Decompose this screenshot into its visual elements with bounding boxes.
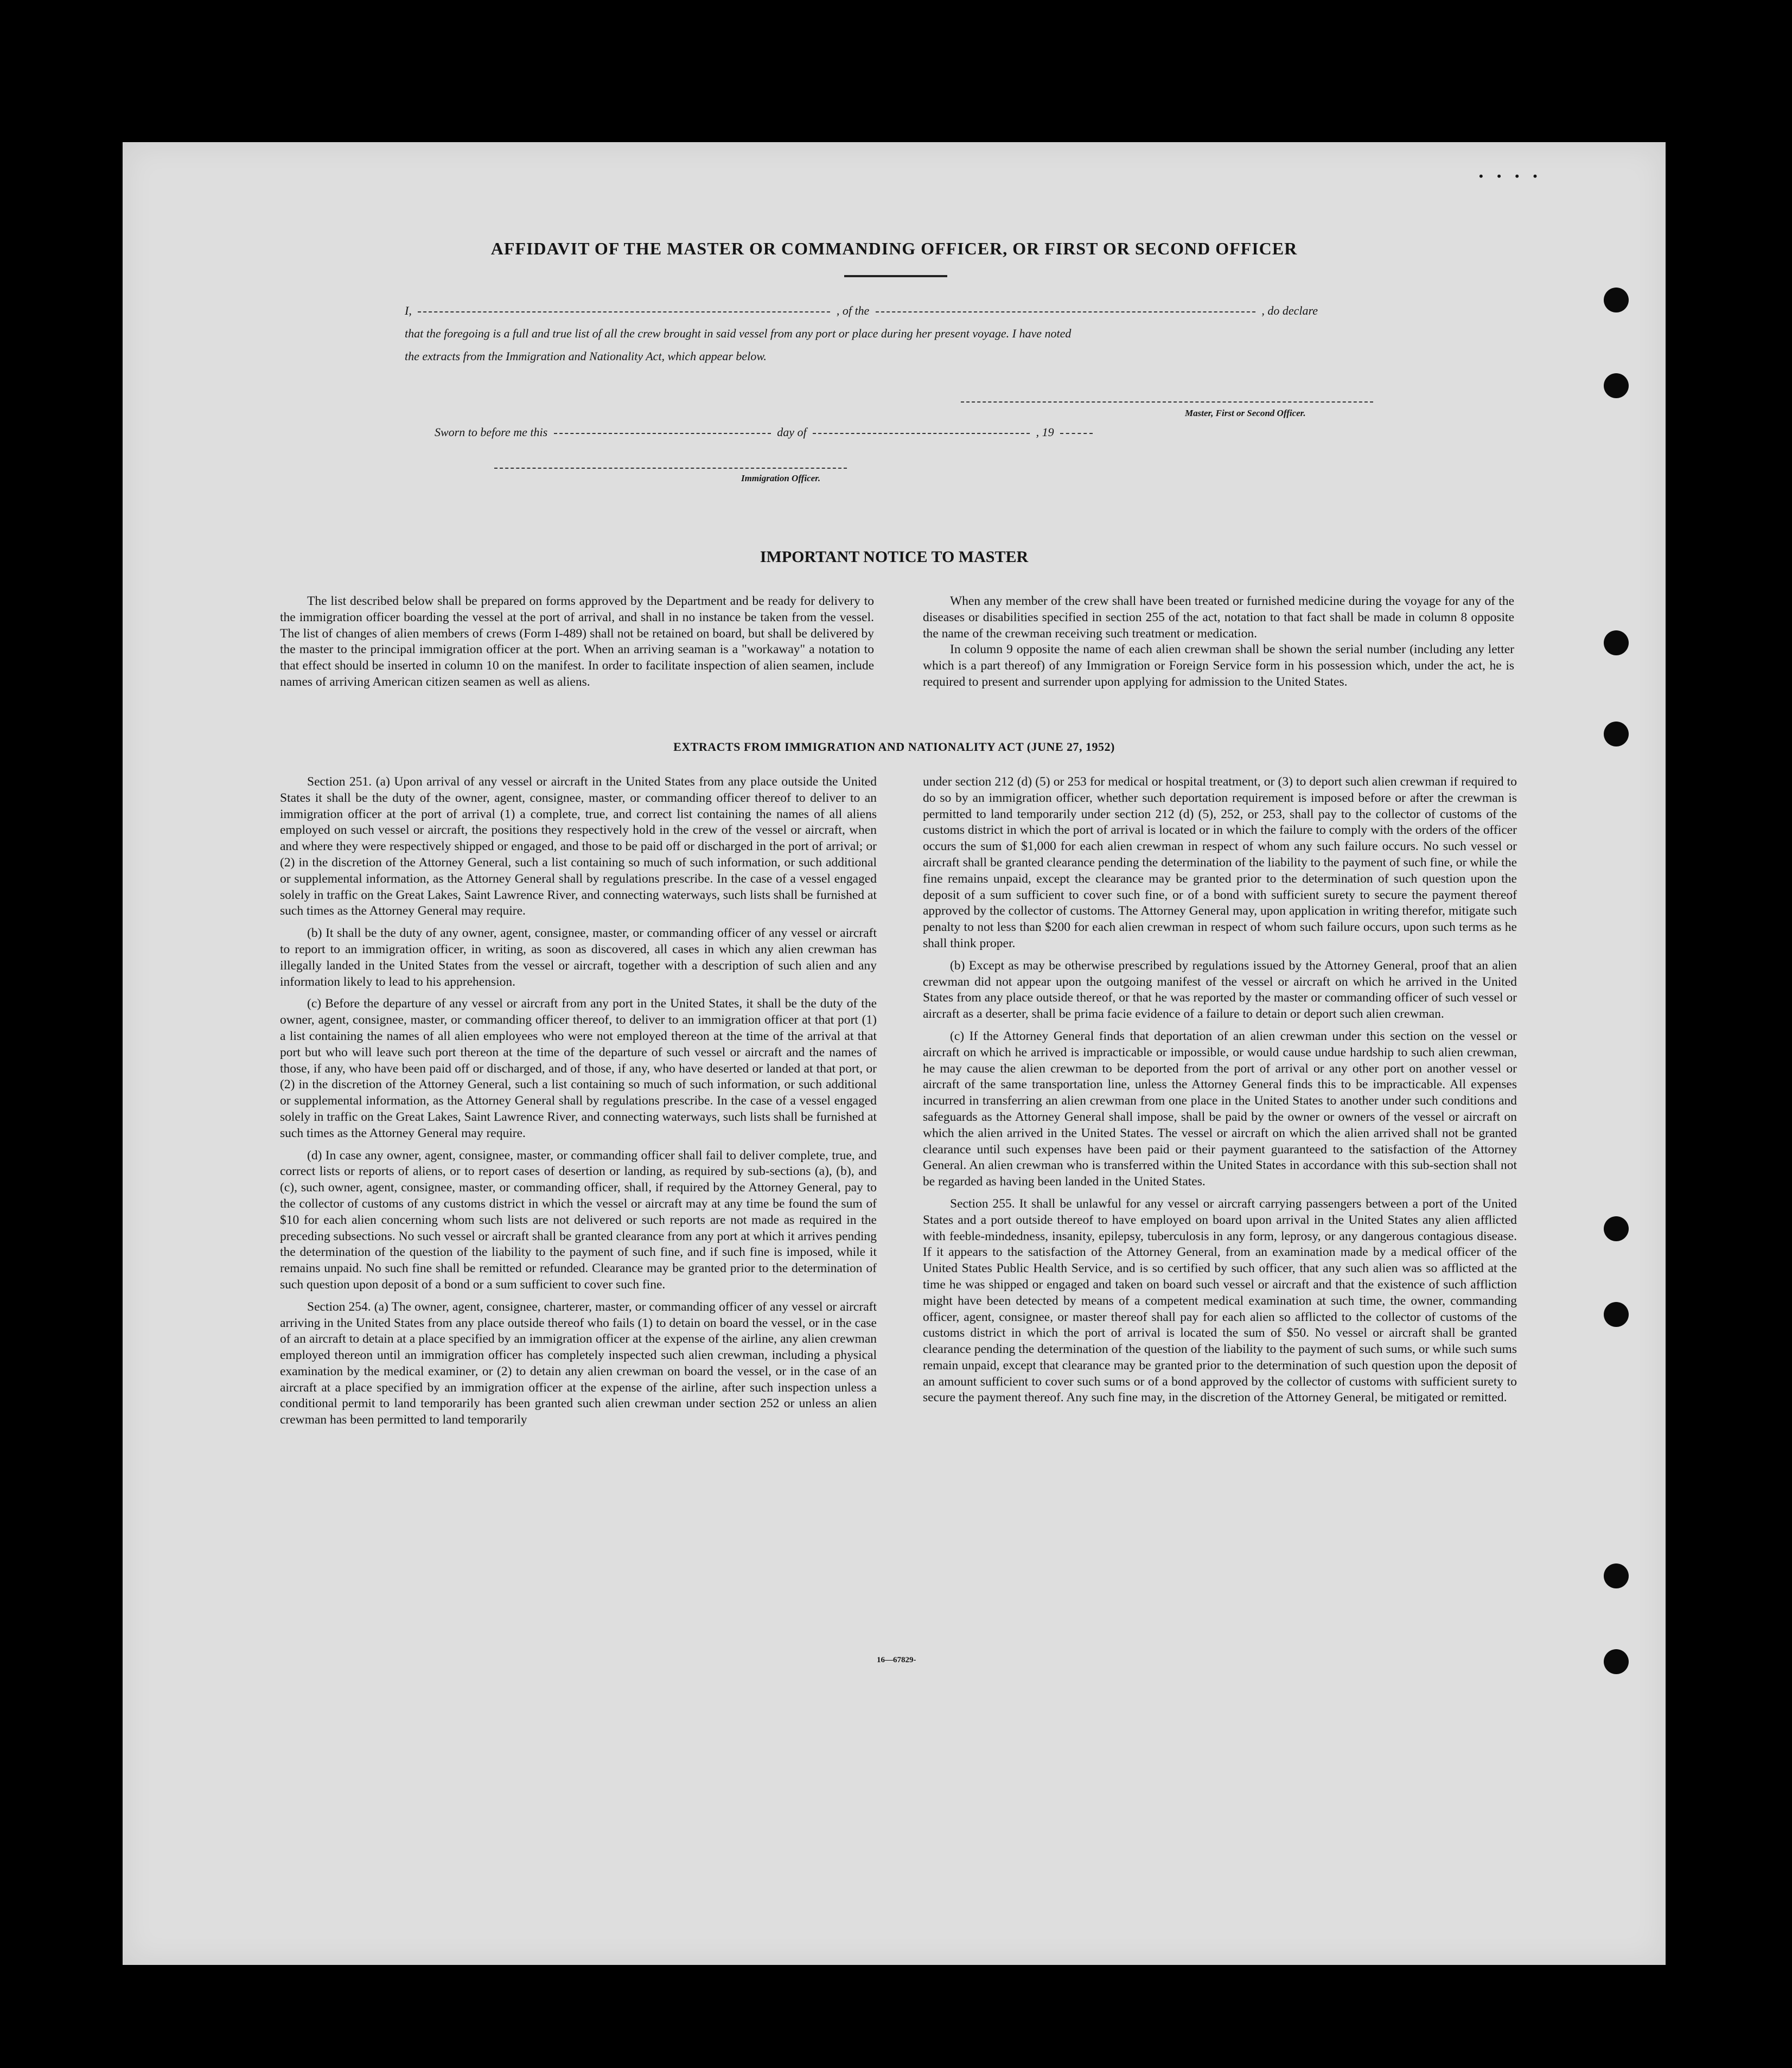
sworn-mid: day of xyxy=(777,425,807,439)
extracts-right-column xyxy=(923,774,1517,1642)
punch-hole xyxy=(1604,1216,1629,1241)
document-page xyxy=(123,142,1666,1965)
sworn-year-blank[interactable] xyxy=(1060,433,1093,434)
affidavit-text-line-3: the extracts from the Immigration and Nationality Act, which appear below. xyxy=(405,349,767,363)
notice-title: IMPORTANT NOTICE TO MASTER xyxy=(760,548,1029,566)
punch-hole xyxy=(1604,1649,1629,1674)
extract-paragraph: Section 251. (a) Upon arrival of any vessel or aircraft in the United States from any place outside the United States it shall be the duty of the owner, agent, consignee, master, or commanding officer thereof to deliver to an immigration officer at the port of arrival (1) a complete, true, and correct list containing the names of all aliens employed on such vessel or aircraft, the positions they respectively hold in the crew of the vessel or aircraft, when and where they were respectively shipped or engaged, and those to be paid off or discharged in the port of arrival; or (2) in the discretion of the Attorney General, such a list containing so much of such information, or such additional or supplemental information, as the Attorney General shall by regulations prescribe. In the case of a vessel engaged solely in traffic on the Great Lakes, Saint Lawrence River, and connecting waterways, such lists shall be furnished at such times as the Attorney General may require. xyxy=(280,775,877,918)
affidavit-text-line-2: that the foregoing is a full and true list of all the crew brought in said vessel from any port or place during her present voyage. I have noted xyxy=(405,327,1072,340)
extract-paragraph: Section 254. (a) The owner, agent, consignee, charterer, master, or commanding officer of any vessel or aircraft arriving in the United States from any place outside thereof who fails (1) to detain on board the vessel, or in the case of an aircraft to detain at a place specified by an immigration officer at the expense of the airline, any alien crewman employed thereon until an immigration officer has completely inspected such alien crewman, including a physical examination by the medical examiner, or (2) to detain any alien crewman on board the vessel, or in the case of an aircraft at a place specified by an immigration officer at the expense of the airline, after such inspection unless a conditional permit to land temporarily has been granted such alien crewman under section 252 or unless an alien crewman has been permitted to land temporarily xyxy=(280,1299,877,1427)
extract-paragraph: under section 212 (d) (5) or 253 for medical or hospital treatment, or (3) to deport such alien crewman if required to do so by an immigration officer, whether such deportation requirement is imposed before or after the crewman is permitted to land temporarily under section 212 (d) (5), 252, or 253, shall pay to the collector of customs of the customs district in which the port of arrival is located or in which the failure to comply with the orders of the officer occurs the sum of $1,000 for each alien crewman in respect of whom any such failure occurs. No such vessel or aircraft shall be granted clearance pending the determination of the liability to the payment of such fine, or while the fine remains unpaid, except the clearance may be granted prior to the determination of such question upon the deposit of a sum sufficient to cover such fine, or of a bond with sufficient surety to secure the payment thereof approved by the collector of customs. The Attorney General may, upon application in writing therefor, mitigate such penalty to not less than $200 for each alien crewman in respect of whom such failure occurs, upon such terms as he shall think proper. xyxy=(923,775,1517,950)
extract-paragraph: Section 255. It shall be unlawful for any vessel or aircraft carrying passengers between a port of the United States and a port outside thereof to have employed on board upon arrival in the United States any alien afflicted with feeble-mindedness, insanity, epilepsy, tuberculosis in any form, leprosy, or any dangerous contagious disease. If it appears to the satisfaction of the Attorney General, from an examination made by a medical officer of the United States Public Health Service, and is so certified by such officer, that any such alien was so afflicted at the time he was shipped or engaged and taken on board such vessel or aircraft and that the existence of such affliction might have been detected by means of a competent medical examination at such time, the owner, commanding officer, agent, consignee, or master thereof shall pay for each alien so afflicted to the collector of customs of the customs district in which the port of arrival is located the sum of $50. No vessel or aircraft shall be granted clearance pending the determination of the question of the liability to the payment of such sums, or while such sums remain unpaid, except that clearance may be granted prior to the determination of such question upon the deposit of an amount sufficient to cover such sums or of a bond approved by the collector of customs with sufficient surety to secure the payment thereof. Any such fine may, in the discretion of the Attorney General, be mitigated or remitted. xyxy=(923,1196,1517,1405)
extract-paragraph: (c) If the Attorney General finds that deportation of an alien crewman under this section on the vessel or aircraft on which he arrived is impracticable or impossible, or would cause undue hardship to such alien crewman, he may cause the alien crewman to be deported from the port of arrival or any other port on another vessel or aircraft of the same transportation line, unless the Attorney General finds this to be impracticable. All expenses incurred in transferring an alien crewman from one place in the United States to another under such conditions and safeguards as the Attorney General shall impose, shall be paid by the owner or owners of the vessel or aircraft on which the alien arrived in the United States. The vessel or aircraft on which the alien arrived shall not be granted clearance until such expenses have been paid or their payment guaranteed to the satisfaction of the Attorney General. An alien crewman who is transferred within the United States in accordance with this sub-section shall not be regarded as having been landed in the United States. xyxy=(923,1029,1517,1189)
punch-hole xyxy=(1604,1302,1629,1327)
punch-hole xyxy=(1604,630,1629,655)
title-rule xyxy=(844,275,947,277)
extract-paragraph: (c) Before the departure of any vessel or aircraft from any port in the United States, it shall be the duty of the owner, agent, consignee, master, or commanding officer thereof, to deliver to an immigration officer at that port (1) a list containing the names of all alien employees who were not employed thereon at the time of the arrival at that port but who will leave such port thereon at the time of the departure of such vessel or aircraft and the names of those, if any, who have been paid off or discharged, and of those, if any, who have deserted or landed at that port, or (2) in the discretion of the Attorney General, such a list containing so much of such information, or such additional or supplemental information, as the Attorney General shall by regulations prescribe. In the case of a vessel engaged solely in traffic on the Great Lakes, Saint Lawrence River, and connecting waterways, such lists shall be furnished at such times as the Attorney General may require. xyxy=(280,997,877,1140)
extracts-title: EXTRACTS FROM IMMIGRATION AND NATIONALITY ACT (JUNE 27, 1952) xyxy=(673,740,1115,754)
declaration-mid: , of the xyxy=(836,304,870,317)
notice-right-column xyxy=(923,593,1514,724)
declaration-prefix: I, xyxy=(405,304,412,317)
immigration-officer-caption: Immigration Officer. xyxy=(741,473,821,483)
affidavit-title: AFFIDAVIT OF THE MASTER OR COMMANDING OFFICER, OR FIRST OR SECOND OFFICER xyxy=(490,239,1298,258)
punch-hole xyxy=(1604,288,1629,312)
declaration-suffix: , do declare xyxy=(1261,304,1318,317)
sworn-suffix: , 19 xyxy=(1036,425,1054,439)
notice-paragraph: In column 9 opposite the name of each alien crewman shall be shown the serial number (including any letter which is a part thereof) of any Immigration or Foreign Service form in his possession which, under the act, he is required to present and surrender upon applying for admission to the United States. xyxy=(923,642,1514,689)
notice-paragraph: The list described below shall be prepared on forms approved by the Department and be ready for delivery to the immigration officer boarding the vessel at the port of arrival, and shall in no instance be taken from the vessel. The list of changes of alien members of crews (Form I-489) shall not be retained on board, but shall be delivered by the master to the principal immigration officer at the port. When an arriving seaman is a "workaway" a notation to that effect should be inserted in column 10 on the manifest. In order to facilitate inspection of alien seamen, include names of arriving American citizen seamen as well as aliens. xyxy=(280,594,874,689)
punch-hole xyxy=(1604,722,1629,746)
sworn-day-blank[interactable] xyxy=(554,433,771,434)
extract-paragraph: (b) Except as may be otherwise prescribed by regulations issued by the Attorney General, proof that an alien crewman did not appear upon the outgoing manifest of the vessel or aircraft on which he arrived in the United States from any place outside thereof, or that he was reported by the master or commanding officer of such vessel or aircraft as a deserter, shall be prima facie evidence of a failure to detain or deport such alien crewman. xyxy=(923,958,1517,1022)
vessel-blank[interactable] xyxy=(876,311,1255,312)
extracts-left-column xyxy=(280,774,877,1642)
sworn-month-blank[interactable] xyxy=(813,433,1030,434)
immigration-officer-signature-line[interactable] xyxy=(494,468,847,469)
notice-paragraph: When any member of the crew shall have been treated or furnished medicine during the voyage for any of the diseases or disabilities specified in section 255 of the act, notation to that fact shall be made in column 8 opposite the name of the crewman receiving such treatment or medication. xyxy=(923,594,1514,641)
sworn-prefix: Sworn to before me this xyxy=(435,425,548,439)
master-signature-line[interactable] xyxy=(961,401,1373,403)
form-code: 16—67829- xyxy=(877,1656,916,1664)
punch-hole xyxy=(1604,1563,1629,1588)
sworn-line xyxy=(435,425,1411,439)
extract-paragraph: (d) In case any owner, agent, consignee, master, or commanding officer shall fail to deliver complete, true, and correct lists or reports of aliens, or to report cases of desertion or landing, as required by sub-sections (a), (b), and (c), such owner, agent, consignee, master, or commanding officer, shall, if required by the Attorney General, pay to the collector of customs of any customs district in which the vessel or aircraft may at any time be found the sum of $10 for each alien concerning whom such lists are not delivered or such reports are not made as required in the preceding subsections. No such vessel or aircraft shall be granted clearance from any port at which it arrives pending the determination of the question of the liability to the payment of such fine, and if such fine is imposed, while it remains unpaid. No such fine shall be remitted or refunded. Clearance may be granted prior to the determination of such question upon deposit of a bond or a sum sufficient to cover such fine. xyxy=(280,1148,877,1292)
affidavit-declaration-line xyxy=(405,304,1381,318)
punch-hole xyxy=(1604,373,1629,398)
master-signature-caption: Master, First or Second Officer. xyxy=(1185,408,1306,418)
extract-paragraph: (b) It shall be the duty of any owner, agent, consignee, master, or commanding officer of any vessel or aircraft to report to an immigration officer, in writing, as soon as discovered, all cases in which any alien crewman has illegally landed in the United States from the vessel or aircraft, together with a description of such alien and any information likely to lead to his apprehension. xyxy=(280,926,877,989)
name-blank[interactable] xyxy=(418,311,830,312)
notice-left-column xyxy=(280,593,874,724)
corner-mark: • • • • xyxy=(1479,169,1543,183)
